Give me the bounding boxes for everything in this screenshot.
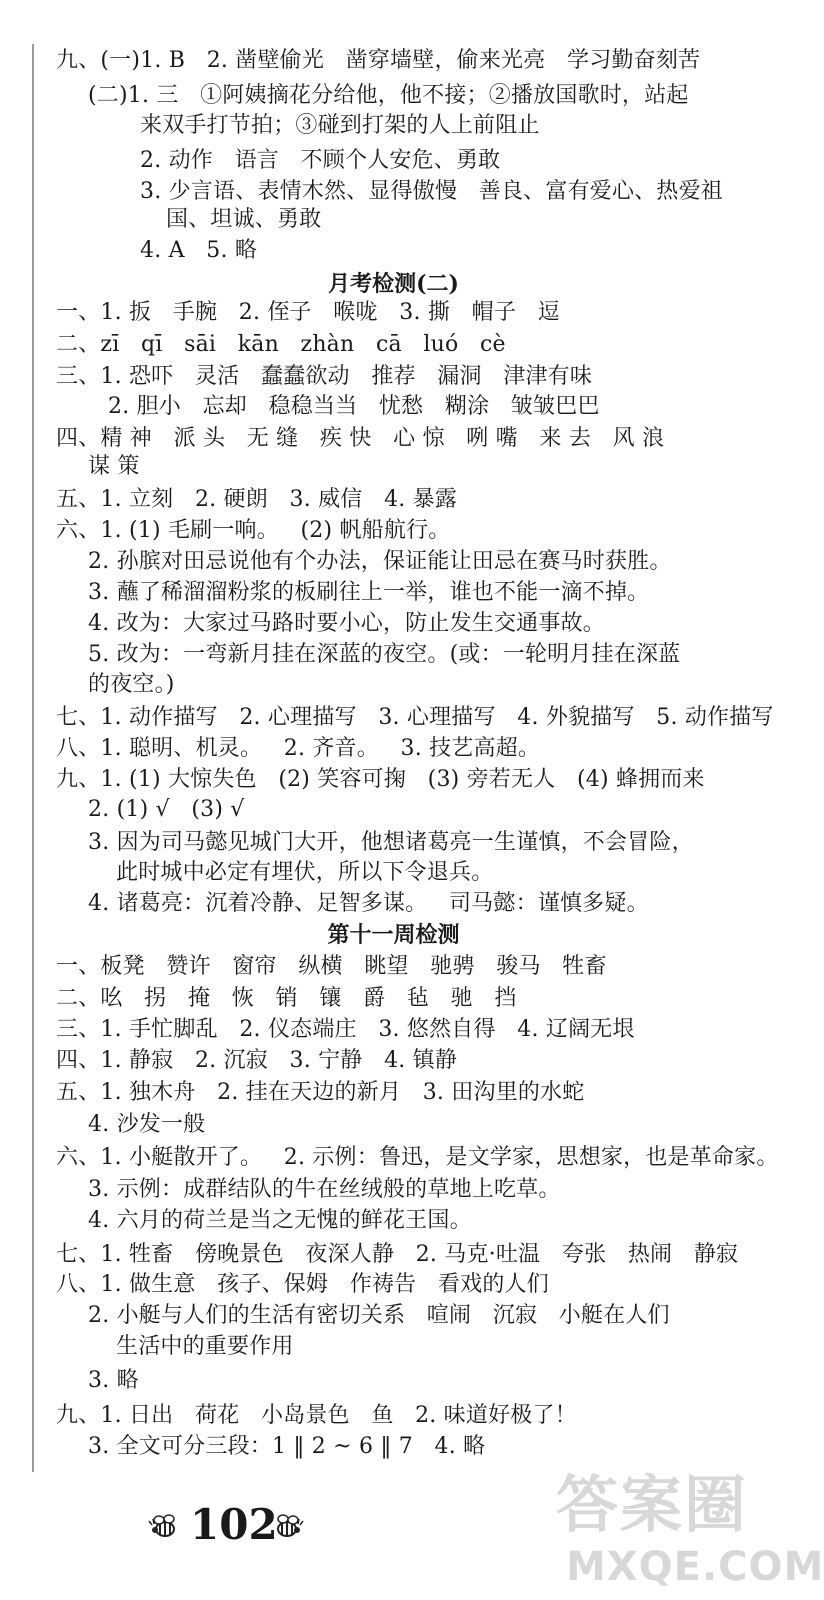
section-title-monthly-test: 月考检测(二): [328, 271, 459, 297]
section-title-week-11: 第十一周检测: [327, 922, 460, 948]
page-number: 102: [190, 1500, 278, 1549]
answer-line: 二、吆 拐 掩 恢 销 镶 爵 毡 驰 挡: [56, 986, 517, 1011]
bee-icon: [272, 1511, 304, 1541]
answer-line: 六、1. 小艇散开了。 2. 示例：鲁迅，是文学家，思想家，也是革命家。: [56, 1145, 779, 1170]
answer-line: 2. 动作 语言 不顾个人安危、勇敢: [140, 148, 501, 173]
answer-line: 4. 六月的荷兰是当之无愧的鲜花王国。: [88, 1208, 472, 1233]
answer-line: 此时城中必定有埋伏，所以下令退兵。: [116, 860, 494, 885]
page-number-footer: [148, 1497, 318, 1553]
answer-line: 2. 孙膑对田忌说他有个办法，保证能让田忌在赛马时获胜。: [88, 549, 672, 574]
answer-line: 八、1. 做生意 孩子、保姆 作祷告 看戏的人们: [56, 1272, 549, 1297]
answer-line: 3. 示例：成群结队的牛在丝绒般的草地上吃草。: [88, 1177, 561, 1202]
answer-line: 一、1. 扳 手腕 2. 侄子 喉咙 3. 撕 帽子 逗: [56, 300, 560, 325]
answer-line: 4. 诸葛亮：沉着冷静、足智多谋。 司马懿：谨慎多疑。: [88, 891, 649, 916]
answer-line: 五、1. 立刻 2. 硬朗 3. 威信 4. 暴露: [56, 487, 458, 512]
answer-line: 来双手打节拍；③碰到打架的人上前阻止: [140, 113, 540, 138]
answer-line: 生活中的重要作用: [116, 1334, 294, 1359]
answer-line: 4. 沙发一般: [88, 1112, 206, 1137]
answer-line: 一、板凳 赞许 窗帘 纵横 眺望 驰骋 骏马 牲畜: [56, 954, 607, 979]
answer-line: 国、坦诚、勇敢: [166, 207, 322, 232]
answer-line: 3. 全文可分三段：1 ‖ 2 ~ 6 ‖ 7 4. 略: [88, 1434, 486, 1459]
answer-line: 七、1. 动作描写 2. 心理描写 3. 心理描写 4. 外貌描写 5. 动作描写: [56, 705, 774, 730]
answer-line: 5. 改为：一弯新月挂在深蓝的夜空。(或：一轮明月挂在深蓝: [88, 642, 681, 667]
answer-line: 三、1. 手忙脚乱 2. 仪态端庄 3. 悠然自得 4. 辽阔无垠: [56, 1017, 635, 1042]
answer-line: 3. 蘸了稀溜溜粉浆的板刷往上一举，谁也不能一滴不掉。: [88, 580, 650, 605]
answer-line: 五、1. 独木舟 2. 挂在天边的新月 3. 田沟里的水蛇: [56, 1080, 585, 1105]
answer-line: 九、(一)1. B 2. 凿壁偷光 凿穿墙壁，偷来光亮 学习勤奋刻苦: [56, 48, 701, 73]
watermark-url: MXQE.COM: [566, 1544, 824, 1590]
answer-line: 七、1. 牲畜 傍晚景色 夜深人静 2. 马克·吐温 夸张 热闹 静寂: [56, 1242, 739, 1267]
answer-line: 四、1. 静寂 2. 沉寂 3. 宁静 4. 镇静: [56, 1048, 458, 1073]
left-margin-rule: [32, 44, 34, 1472]
answer-line: 九、1. 日出 荷花 小岛景色 鱼 2. 味道好极了！: [56, 1403, 577, 1428]
answer-line: 六、1. (1) 毛刷一响。 (2) 帆船航行。: [56, 518, 451, 543]
answer-line: 四、精 神 派 头 无 缝 疾 快 心 惊 咧 嘴 来 去 风 浪: [56, 426, 665, 451]
answer-line: 九、1. (1) 大惊失色 (2) 笑容可掬 (3) 旁若无人 (4) 蜂拥而来: [56, 767, 705, 792]
answer-line: 4. 改为：大家过马路时要小心，防止发生交通事故。: [88, 611, 605, 636]
answer-line: 三、1. 恐吓 灵活 蠢蠢欲动 推荐 漏洞 津津有味: [56, 364, 593, 389]
answer-line: 的夜空。): [88, 672, 175, 697]
answer-line: 2. 小艇与人们的生活有密切关系 喧闹 沉寂 小艇在人们: [88, 1303, 670, 1328]
answer-line: 八、1. 聪明、机灵。 2. 齐音。 3. 技艺高超。: [56, 736, 541, 761]
answer-line: 2. (1) √ (3) √: [88, 797, 245, 822]
answer-line: 二、zī qī sāi kān zhàn cā luó cè: [56, 332, 506, 357]
answer-line: 3. 少言语、表情木然、显得傲慢 善良、富有爱心、热爱祖: [140, 179, 723, 204]
watermark-text: 答案圈: [556, 1468, 749, 1541]
answer-line: 谋 策: [88, 454, 140, 479]
bee-icon: [148, 1511, 180, 1541]
watermark-logo: [556, 1468, 824, 1598]
answer-line: 3. 略: [88, 1368, 139, 1393]
answer-line: (二)1. 三 ①阿姨摘花分给他，他不接；②播放国歌时，站起: [88, 83, 689, 108]
answer-line: 2. 胆小 忘却 稳稳当当 忧愁 糊涂 皱皱巴巴: [108, 394, 600, 419]
answer-line: 4. A 5. 略: [140, 238, 258, 263]
answer-line: 3. 因为司马懿见城门大开，他想诸葛亮一生谨慎，不会冒险，: [88, 830, 694, 855]
